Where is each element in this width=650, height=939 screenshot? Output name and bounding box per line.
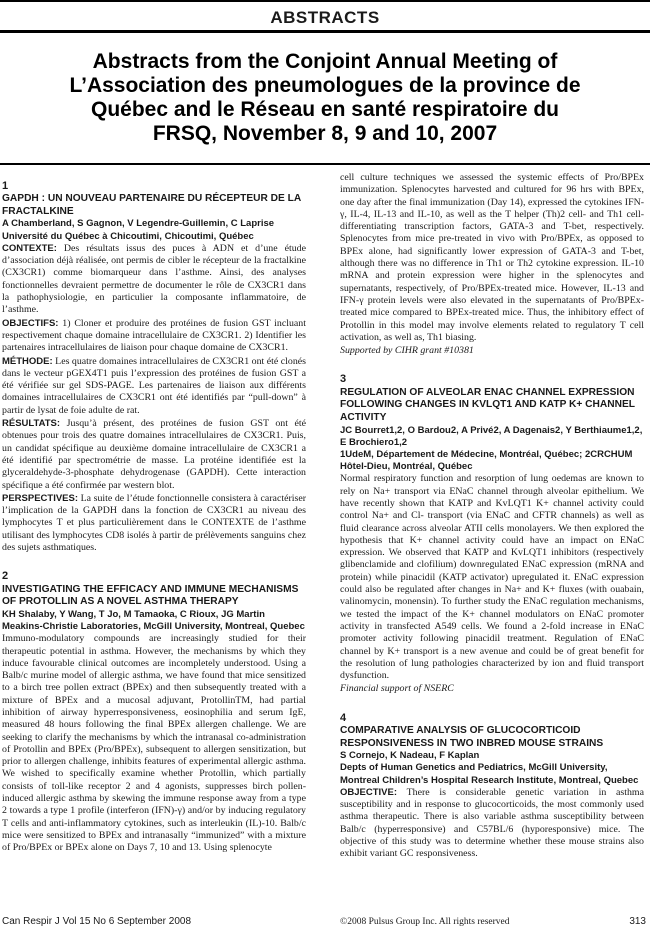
journal-citation: Can Respir J Vol 15 No 6 September 2008 xyxy=(2,916,191,927)
abstract-number: 4 xyxy=(340,711,347,724)
abstract-1 xyxy=(2,180,306,554)
abstract-paragraph xyxy=(2,243,306,317)
abstract-authors: KH Shalaby, Y Wang, T Jo, M Tamaoka, C Rioux, JG Martin xyxy=(2,608,265,620)
abstract-2-continued xyxy=(340,172,644,357)
abstract-affiliation: Meakins-Christie Laboratories, McGill University, Montreal, Quebec xyxy=(2,621,305,632)
paragraph-text: Des résultats issus des puces à ADN et d’une étude d’association déjà réalisée, ont permis de cibler le récepteur de la fractalkine (CX3CR1) comme biomarqueur dans l’asthme. Ainsi, des analyses fonctionnelles devraient permettre de documenter le rôle de CX3CR1 dans la pathophysiologie, en particulier la composante inflammatoire, de l’asthme. xyxy=(2,242,306,316)
section-label-objectifs: OBJECTIFS: xyxy=(2,317,59,329)
abstract-title: GAPDH : UN NOUVEAU PARTENAIRE DU RÉCEPTEUR DE LA FRACTALKINE xyxy=(2,193,301,217)
abstract-4 xyxy=(340,712,644,861)
section-label-contexte: CONTEXTE: xyxy=(2,242,57,254)
abstract-number: 1 xyxy=(2,180,9,192)
copyright-notice: ©2008 Pulsus Group Inc. All rights reserved xyxy=(340,917,510,927)
paragraph-text: La suite de l’étude fonctionnelle consistera à caractériser l’implication de la GAPDH dans la fonction de CX3CR1 au niveau des lymphocytes T et plus particulièrement dans le CONTEXTE de l’asthme utilisant des lymphocytes CD8 isolés à partir de prélèvements sanguins chez des sujets asthmatiques. xyxy=(2,492,306,554)
support-note: Supported by CIHR grant #10381 xyxy=(340,345,474,357)
abstract-affiliation: Depts of Human Genetics and Pediatrics, McGill University, Montreal Children’s Hospital Research Institute, Montreal, Quebec xyxy=(340,762,639,786)
abstract-2 xyxy=(2,570,306,854)
title-divider xyxy=(0,163,650,165)
abstract-paragraph xyxy=(340,787,644,861)
abstract-title: INVESTIGATING THE EFFICACY AND IMMUNE MECHANISMS OF PROTOLLIN AS A NOVEL ASTHMA THERAPY xyxy=(2,583,299,608)
abstract-body: Normal respiratory function and resorption of lung oedemas are known to rely on Na+ transport via ENaC channel through alveolar epithelium. We have recently shown that KATP and KvLQT1 K+ channel activity could control Na+ and Cl- transport (via ENaC and CFTR channels) as well as fluid clearance across alveolar ATII cells monolayers. We then explored the hypothesis that K+ channel activity could have an impact on ENaC expression. We observed that KATP and KvLQT1 inhibitors (respectively glibenclamide and clofilium) downregulated ENaC expression (mRNA and protein) while pinacidil (KATP activator) upregulated it. ENaC expression could also be regulated after changes in Na+ and K+ fluxes (with ouabain, valinomycin, monensin). To further study the ENaC regulation mechanisms, we tested the impact of the K+ channel modulators on ENaC promoter activity in transfected A549 cells. We found a 2-fold increase in ENaC promoter activity following pinacidil treatment. Regulation of ENaC channel by K+ transport is a new avenue and could be of great benefit for the resolution of lung pathologies characterized by ion and fluid transport dysfunction. xyxy=(340,473,644,682)
abstract-body: Immuno-modulatory compounds are increasingly studied for their therapeutic potential in asthma. However, the mechanisms by which they induce favourable clinical outcomes are incompletely understood. Using a Balb/c murine model of allergic asthma, we have found that mice sensitized to a birch tree pollen extract (BPEx) and then subsequently treated with a mixture of BPEx and a mucosal adjuvant, ProtollinTM, had partial inhibition of airway hyperresponsiveness, eosinophilia and serum IgE, measured 48 hours following the final BPEx allergen challenge. We are seeking to clarify the mechanisms by which the intranasal co-administration of Protollin and BPEx (Pro/BPEx), subsequent to allergen sensitization, but prior to allergen challenge, inhibits features of experimental allergic asthma. We wished to specifically examine whether Protollin, which partially consists of toll-like receptor 2 and 4 agonists, suppresses birch pollen-induced allergic asthma by skewing the immune response away from a type 2 towards a type 1 profile (interferon (IFN)-γ) and/or by inducing regulatory T cells and anti-inflammatory cytokines, such as interleukin (IL)-10. Balb/c mice were sensitized to BPEx and intranasally “immunized” with a mixture of Pro/BPEx or BPEx alone on Days 7, 10 and 13. Using splenocyte xyxy=(2,633,306,854)
paragraph-text: Les quatre domaines intracellulaires de CX3CR1 ont été clonés dans le vecteur pGEX4T1 puis l’expression des protéines de fusion GST a été vérifiée sur gel SDS-PAGE. Les partenaires de liaison aux différents domaines intracellulaires de CX3CR1 ont été identifiés par “pull-down” à partir de lysat de foie adulte de rat. xyxy=(2,355,306,416)
page-footer xyxy=(0,916,650,934)
abstract-paragraph xyxy=(2,418,306,492)
abstract-body: cell culture techniques we assessed the systemic effects of Pro/BPEx immunization. Splenocytes harvested and cultured for 96 hrs with BPEx, one day after the final immunization (Day 14), expressed the cytokines IFN-γ, IL-4, IL-13 and IL-10, as well as the T helper (Th)2 cell- and Th1 cell-differentiating transcription factors, GATA-3 and T-bet, respectively. Splenocytes from mice pre-treated in vivo with Pro/BPEx, as opposed to BPEx alone, had significantly lower expression of GATA-3 and T-bet, although there was no difference in Th1 or Th2 cytokine expression. IL-10 mRNA and protein expression were higher in the splenocytes and supernatants, respectively, of Pro/BPEx-treated mice. However, IL-13 and IFN-γ protein levels were also elevated in the supernatants of Pro/BPEx-treated mice compared to BPEx-treated mice. Thus, the inhibitory effect of Protollin in this model may involve elements related to regulatory T cell activation, as well as, Th1 biasing. xyxy=(340,172,644,343)
abstract-paragraph xyxy=(2,493,306,554)
section-label-perspectives: PERSPECTIVES: xyxy=(2,492,79,504)
abstract-authors: A Chamberland, S Gagnon, V Legendre-Guillemin, C Laprise xyxy=(2,218,275,230)
abstract-paragraph xyxy=(2,356,306,417)
paragraph-text: There is considerable genetic variation in asthma susceptibility and in response to glucocorticoids, the most commonly used asthma therapeutic. There is also variable asthma susceptibility between Balb/c (hyperresponsive) and C57BL/6 (hyporesponsive) mice. The objective of this study was to determine whether these mouse strains also exhibit variant GC responsiveness. xyxy=(340,786,644,860)
section-label: ABSTRACTS xyxy=(270,8,380,27)
page-number: 313 xyxy=(629,916,646,927)
section-label-objective: OBJECTIVE: xyxy=(340,786,398,798)
paragraph-text: 1) Cloner et produire des protéines de fusion GST incluant respectivement chaque domaine intracellulaire de CX3CR1. 2) Identifier les partenaires intracellulaires de liaison pour chaque domaine de CX3CR1. xyxy=(2,317,306,354)
support-note: Financial support of NSERC xyxy=(340,683,454,695)
abstract-affiliation: Université du Québec à Chicoutimi, Chicoutimi, Québec xyxy=(2,230,254,242)
paragraph-text: Jusqu’à présent, des protéines de fusion GST ont été obtenues pour trois des quatre domaines intracellulaires de CX3CR1. Puis, un candidat spécifique au deuxième domaine intracellulaire de CX3CR1 a été identifié par spectrométrie de masse. La protéine identifiée est la glyceraldehyde-3-phosphate dehydrogenase (GAPDH). Cette interaction spécifique a été confirmée par western blot. xyxy=(2,418,306,491)
abstract-paragraph xyxy=(2,318,306,355)
abstract-title: COMPARATIVE ANALYSIS OF GLUCOCORTICOID RESPONSIVENESS IN TWO INBRED MOUSE STRAINS xyxy=(340,724,604,749)
abstract-title: REGULATION OF ALVEOLAR ENAC CHANNEL EXPRESSION FOLLOWING CHANGES IN KVLQT1 AND KATP K+ CHANNEL ACTIVITY xyxy=(340,386,635,423)
right-column xyxy=(340,172,644,861)
abstract-number: 2 xyxy=(2,570,9,583)
abstract-authors: JC Bourret1,2, O Bardou2, A Privé2, A Dagenais2, Y Berthiaume1,2, E Brochiero1,2 xyxy=(340,424,643,448)
header-bar xyxy=(0,0,650,33)
left-column xyxy=(2,178,306,855)
section-label-resultats: RÉSULTATS: xyxy=(2,418,61,430)
abstract-3 xyxy=(340,373,644,695)
section-label-methode: MÉTHODE: xyxy=(2,355,53,367)
abstract-number: 3 xyxy=(340,373,347,386)
abstract-affiliation: 1UdeM, Département de Médecine, Montréal, Québec; 2CRCHUM Hôtel-Dieu, Montréal, Québec xyxy=(340,448,633,473)
abstract-authors: S Cornejo, K Nadeau, F Kaplan xyxy=(340,750,480,762)
meeting-title: Abstracts from the Conjoint Annual Meeting of L’Association des pneumologues de la province de Québec and le Réseau en santé respiratoire du FRSQ, November 8, 9 and 10, 2007 xyxy=(69,50,581,145)
